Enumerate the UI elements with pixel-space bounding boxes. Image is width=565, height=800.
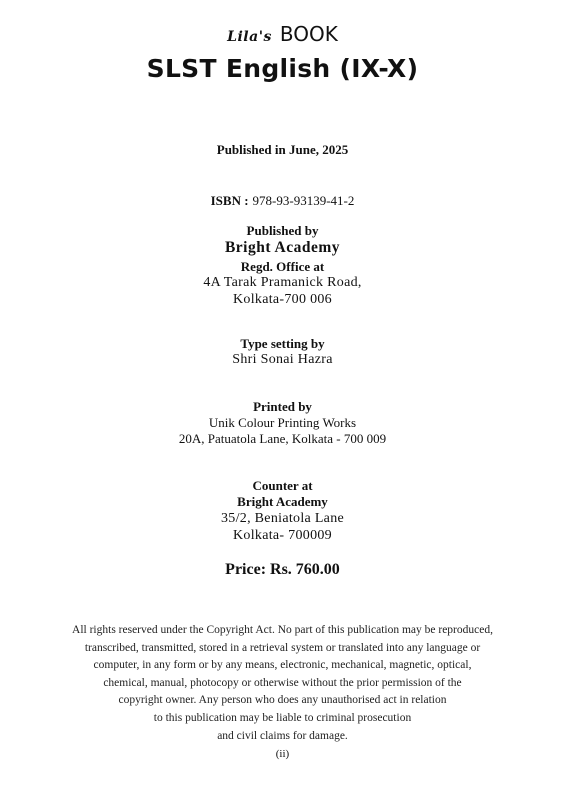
- publisher-name: Bright Academy: [224, 239, 341, 256]
- printer-address: 20A, Patuatola Lane, Kolkata - 700 009: [178, 431, 387, 446]
- counter-address-line2: Kolkata- 700009: [233, 528, 332, 543]
- isbn-value: 978-93-93139-41-2: [252, 193, 355, 208]
- publisher-address-line2: Kolkata-700 006: [233, 292, 332, 307]
- brand-script: Lila's: [227, 29, 272, 45]
- copyright-line: to this publication may be liable to criminal prosecution: [153, 711, 412, 724]
- publisher-address-line1: 4A Tarak Pramanick Road,: [203, 275, 362, 290]
- published-by-heading: Published by: [246, 223, 319, 238]
- brand-book: BOOK: [279, 22, 338, 46]
- copyright-line: copyright owner. Any person who does any unauthorised act in relation: [118, 694, 447, 707]
- office-heading: Regd. Office at: [240, 259, 325, 274]
- copyright-notice: [0, 622, 565, 745]
- counter-name: Bright Academy: [237, 494, 328, 509]
- copyright-line: computer, in any form or by any means, electronic, mechanical, magnetic, optical,: [93, 659, 472, 672]
- printer-name: Unik Colour Printing Works: [208, 415, 357, 430]
- copyright-line: All rights reserved under the Copyright Act. No part of this publication may be reproduced,: [72, 624, 493, 636]
- isbn-label: ISBN :: [210, 193, 249, 208]
- isbn-line: [0, 192, 565, 210]
- copyright-line: transcribed, transmitted, stored in a retrieval system or translated into any language or: [84, 641, 481, 654]
- book-title: SLST English (IX-X): [146, 54, 419, 83]
- published-date: Published in June, 2025: [216, 142, 349, 157]
- counter-address-line1: 35/2, Beniatola Lane: [220, 511, 345, 526]
- counter-heading: Counter at: [252, 478, 313, 493]
- typesetting-heading: Type setting by: [240, 336, 325, 351]
- copyright-line: chemical, manual, photocopy or otherwise without the prior permission of the: [103, 676, 462, 689]
- brand-line: [0, 22, 565, 46]
- typesetting-name: Shri Sonai Hazra: [232, 352, 333, 367]
- price: Price: Rs. 760.00: [225, 561, 340, 578]
- page-number: (ii): [275, 748, 290, 760]
- printed-by-heading: Printed by: [253, 399, 312, 414]
- copyright-line: and civil claims for damage.: [217, 729, 348, 742]
